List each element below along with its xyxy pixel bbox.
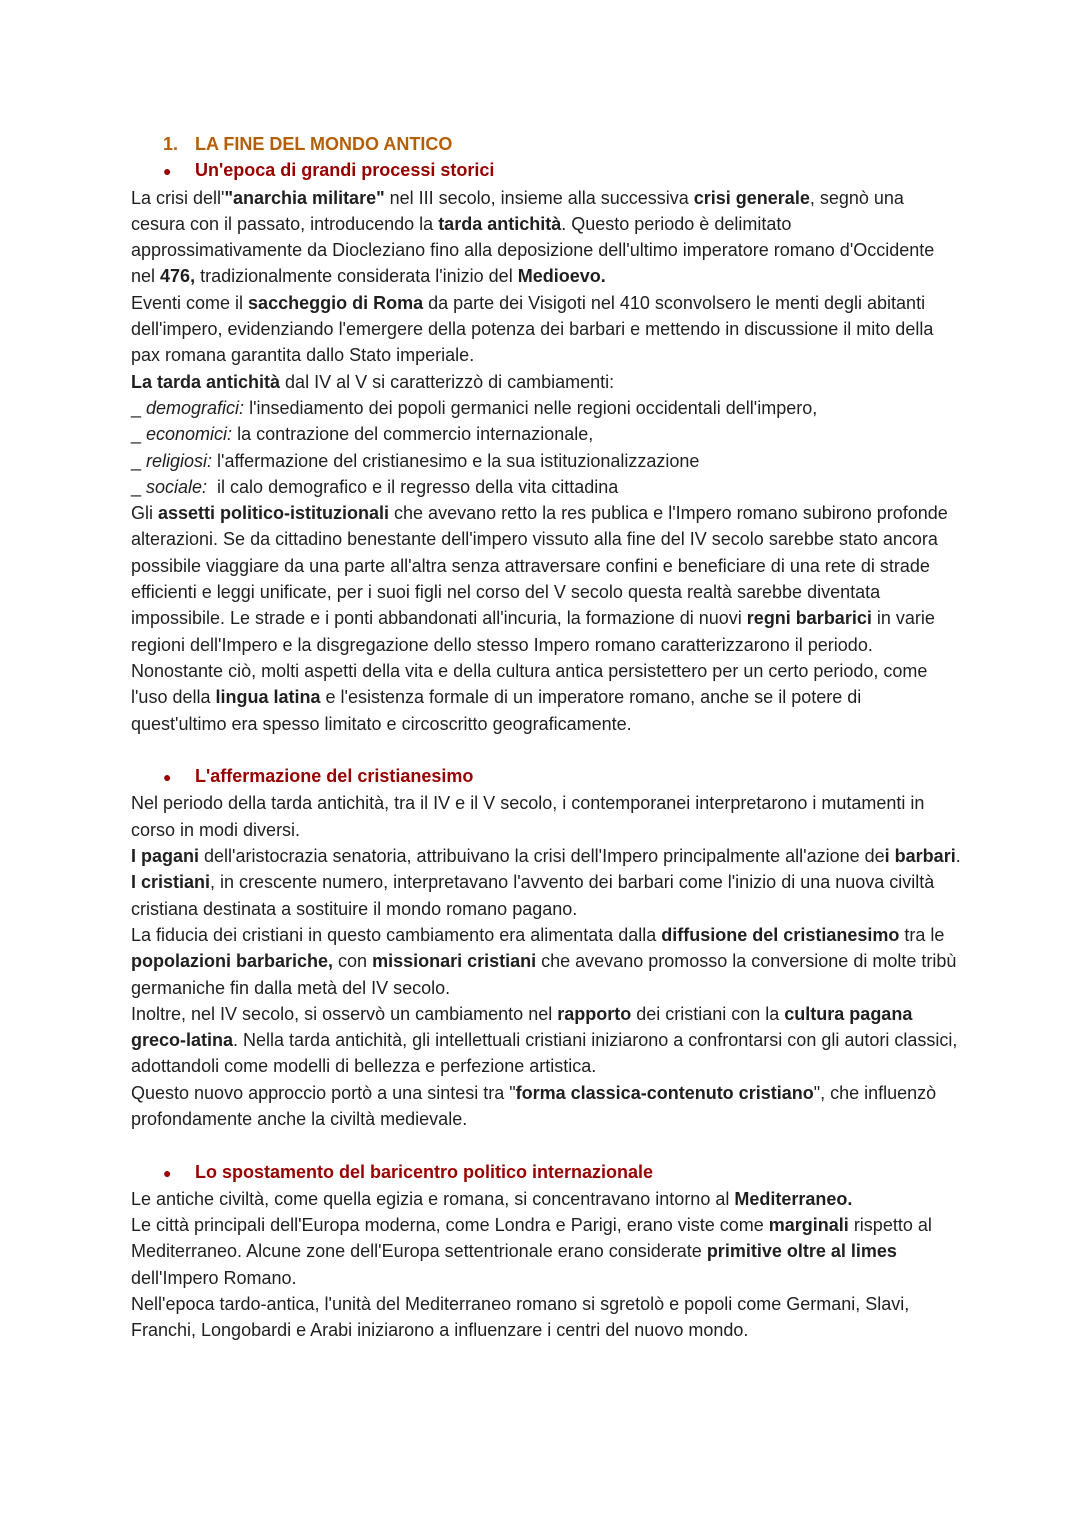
text-run: che avevano promosso la conversione di molte tribù germaniche fin dalla metà del IV secolo. xyxy=(131,951,957,998)
text-run: dei cristiani con la xyxy=(631,1003,785,1024)
paragraph-cristiani xyxy=(131,869,961,922)
text-run: Questo nuovo approccio portò a una sintesi tra " xyxy=(131,1082,516,1103)
paragraph-pagani xyxy=(131,843,961,869)
text-run: dell'Impero Romano. xyxy=(131,1267,297,1288)
bold-run: La tarda antichità xyxy=(131,371,281,392)
text-run: tradizionalmente considerata l'inizio del xyxy=(195,266,518,287)
text-run: Nel periodo della tarda antichità, tra il IV e il V secolo, i contemporanei interpretarono i mutamenti in corso in modi diversi. xyxy=(131,793,925,840)
bold-run: forma classica-contenuto cristiano xyxy=(515,1082,814,1103)
paragraph-tarda-antichita xyxy=(131,369,961,395)
paragraph-assetti xyxy=(131,500,961,658)
section-title xyxy=(131,131,961,157)
paragraph-epoca-tardo-antica xyxy=(131,1291,961,1344)
list-prefix: _ xyxy=(131,397,147,418)
heading-cristianesimo xyxy=(131,763,961,790)
list-text: l'insediamento dei popoli germanici nelle regioni occidentali dell'impero, xyxy=(244,397,818,418)
paragraph-civilta xyxy=(131,1186,961,1212)
text-run: nel III secolo, insieme alla successiva xyxy=(384,187,694,208)
paragraph-fiducia xyxy=(131,922,961,1001)
text-run: , in crescente numero, interpretavano l'avvento dei barbari come l'inizio di una nuova civiltà cristiana destinata a sostituire il mondo romano pagano. xyxy=(131,872,935,919)
text-run: in varie regioni dell'Impero e la disgregazione dello stesso Impero romano caratterizzarono il periodo. xyxy=(131,608,935,655)
spacer xyxy=(131,1132,961,1158)
bold-run: I cristiani xyxy=(131,872,211,893)
bold-run: Medioevo. xyxy=(517,266,606,287)
bold-run: crisi generale xyxy=(693,187,810,208)
list-label: religiosi: xyxy=(146,450,213,471)
paragraph-citta xyxy=(131,1212,961,1291)
paragraph-rapporto xyxy=(131,1001,961,1080)
section-title-text: LA FINE DEL MONDO ANTICO xyxy=(195,134,453,154)
list-label: economici: xyxy=(146,424,233,445)
text-run: e l'esistenza formale di un imperatore romano, anche se il potere di quest'ultimo era spesso limitato e circoscritto geograficamente. xyxy=(131,687,862,734)
text-run: che avevano retto la res publica e l'Impero romano subirono profonde alterazioni. Se da cittadino benestante dell'impero vissuto alla fine del IV secolo sarebbe stato ancora possibile viaggiare da una parte all'altra senza attraversare confini e beneficiare di una rete di strade efficienti e leggi unificate, per i suoi figli nel corso del V secolo questa realtà sarebbe diventata impossibile. Le strade e i ponti abbandonati all'incuria, la formazione di nuovi xyxy=(131,503,948,629)
text-run: Nell'epoca tardo-antica, l'unità del Mediterraneo romano si sgretolò e popoli come Germani, Slavi, Franchi, Longobardi e Arabi iniziarono a influenzare i centri del nuovo mondo. xyxy=(131,1294,910,1341)
text-run: con xyxy=(333,951,373,972)
bullet-icon: ● xyxy=(163,163,172,180)
text-run: Le città principali dell'Europa moderna, come Londra e Parigi, erano viste come xyxy=(131,1215,769,1236)
bold-run: assetti politico-istituzionali xyxy=(158,503,390,524)
bullet-icon: ● xyxy=(163,769,172,786)
spacer xyxy=(131,737,961,763)
list-item xyxy=(131,474,961,500)
text-run: Le antiche civiltà, come quella egizia e romana, si concentravano intorno al xyxy=(131,1188,735,1209)
paragraph-crisi xyxy=(131,185,961,290)
list-prefix: _ xyxy=(131,476,147,497)
list-text: l'affermazione del cristianesimo e la sua istituzionalizzazione xyxy=(212,450,700,471)
text-run: rispetto al Mediterraneo. Alcune zone dell'Europa settentrionale erano considerate xyxy=(131,1215,932,1262)
heading-text: Lo spostamento del baricentro politico internazionale xyxy=(195,1161,654,1182)
heading-epoca xyxy=(131,157,961,184)
list-prefix: _ xyxy=(131,450,147,471)
text-run: , segnò una cesura con il passato, introducendo la xyxy=(131,187,904,234)
document-page xyxy=(131,131,961,1344)
heading-text: Un'epoca di grandi processi storici xyxy=(195,160,495,181)
bold-run: lingua latina xyxy=(215,687,321,708)
paragraph-sintesi xyxy=(131,1080,961,1133)
text-run: La crisi dell' xyxy=(131,187,225,208)
text-run: La fiducia dei cristiani in questo cambiamento era alimentata dalla xyxy=(131,924,662,945)
list-prefix: _ xyxy=(131,424,147,445)
heading-baricentro xyxy=(131,1159,961,1186)
bold-run: regni barbarici xyxy=(746,608,872,629)
text-run: . Nella tarda antichità, gli intellettuali cristiani iniziarono a confrontarsi con gli autori classici, adottandoli come modelli di bellezza e perfezione artistica. xyxy=(131,1030,958,1077)
bold-run: diffusione del cristianesimo xyxy=(661,924,900,945)
list-label: sociale: xyxy=(146,476,208,497)
bold-run: i barbari xyxy=(884,846,956,867)
list-text: il calo demografico e il regresso della vita cittadina xyxy=(207,476,619,497)
bold-run: saccheggio di Roma xyxy=(248,292,424,313)
paragraph-saccheggio xyxy=(131,290,961,369)
bold-run: missionari cristiani xyxy=(372,951,537,972)
text-run: . Questo periodo è delimitato approssimativamente da Diocleziano fino alla deposizione dell'ultimo imperatore romano d'Occidente nel xyxy=(131,213,935,287)
text-run: dell'aristocrazia senatoria, attribuivano la crisi dell'Impero principalmente all'azione de xyxy=(199,846,885,867)
bullet-icon: ● xyxy=(163,1164,172,1181)
list-text: la contrazione del commercio internazionale, xyxy=(232,424,594,445)
heading-text: L'affermazione del cristianesimo xyxy=(195,766,474,787)
bold-run: popolazioni barbariche, xyxy=(131,951,334,972)
text-run: tra le xyxy=(899,924,945,945)
section-number: 1. xyxy=(163,134,179,154)
text-run: Nonostante ciò, molti aspetti della vita e della cultura antica persistettero per un certo periodo, come l'uso della xyxy=(131,660,928,708)
bold-run: cultura pagana greco-latina xyxy=(131,1003,913,1051)
bold-run: rapporto xyxy=(557,1003,632,1024)
text-run: ", che influenzò profondamente anche la civiltà medievale. xyxy=(131,1082,937,1129)
bold-run: primitive oltre al limes xyxy=(706,1241,897,1262)
bold-run: marginali xyxy=(768,1215,849,1236)
bold-run: "anarchia militare" xyxy=(224,187,385,208)
text-run: Inoltre, nel IV secolo, si osservò un cambiamento nel xyxy=(131,1003,558,1024)
bold-run: tarda antichità xyxy=(438,213,562,234)
list-label: demografici: xyxy=(146,397,245,418)
text-run: Gli xyxy=(131,503,158,524)
bold-run: Mediterraneo. xyxy=(734,1188,853,1209)
list-item xyxy=(131,395,961,421)
text-run: dal IV al V si caratterizzò di cambiamenti: xyxy=(280,371,615,392)
text-run: Eventi come il xyxy=(131,292,249,313)
list-item xyxy=(131,421,961,447)
paragraph-periodo xyxy=(131,790,961,843)
paragraph-nonostante xyxy=(131,658,961,737)
text-run: . xyxy=(955,846,961,867)
text-run: da parte dei Visigoti nel 410 sconvolsero le menti degli abitanti dell'impero, evidenziando l'emergere della potenza dei barbari e mettendo in discussione il mito della pax romana garantita dallo Stato imperiale. xyxy=(131,292,934,366)
bold-run: 476, xyxy=(160,266,196,287)
bold-run: I pagani xyxy=(131,846,200,867)
list-item xyxy=(131,448,961,474)
